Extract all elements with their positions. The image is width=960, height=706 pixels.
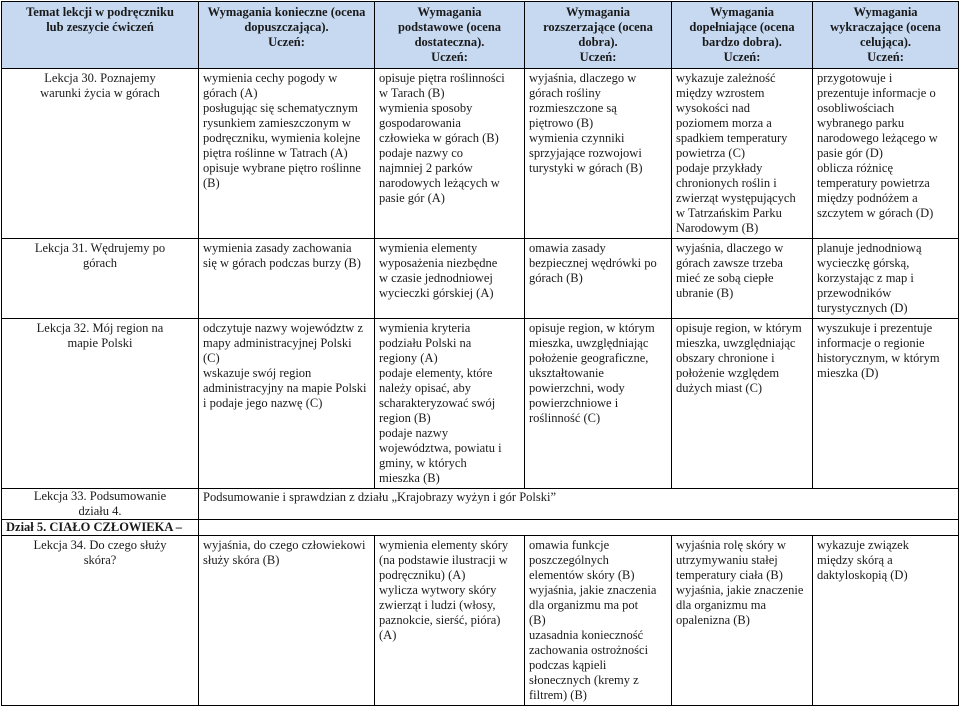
text-line: się w górach podczas burzy (B) [203,256,361,270]
required-cell [199,536,375,706]
text-line: scharakteryzować swój [379,396,496,410]
extended-cell [525,69,672,239]
text-line: Lekcja 34. Do czego służy [33,538,167,552]
text-line: wyposażenia niezbędne [379,256,498,270]
text-line: w Tatrzańskim Parku [676,206,782,220]
text-line: mieszka, uwzględniając [529,336,649,350]
summary-text: Podsumowanie i sprawdzian z działu „Krajobrazy wyżyn i gór Polski” [199,489,959,520]
text-line: ukształtowanie [529,366,604,380]
text-line: roślinność (C) [529,411,601,425]
text-line: paznokcie, sierść, pióra) [379,613,501,627]
text-line: (C) [203,351,220,365]
text-line: osobliwościach [817,101,895,115]
basic-cell [375,319,525,489]
text-line: Uczeń: [579,50,617,64]
text-line: region (B) [379,411,431,425]
text-line: narodowego leżącego w [817,131,938,145]
text-line: omawia funkcje [529,538,610,552]
text-line: wymienia zasady zachowania [203,241,352,255]
required-cell [199,239,375,319]
text-line: chronionych roślin i [676,176,777,190]
text-line: poziomem morza a [676,116,772,130]
text-line: Wymagania [565,5,631,19]
text-line: Lekcja 30. Poznajemy [44,71,156,85]
text-line: turystyki w górach (B) [529,161,643,175]
text-line: położenie geograficzne, [529,351,649,365]
text-line: rysunkiem zamieszczonym w [203,116,351,130]
text-line: wymienia elementy [379,241,478,255]
text-line: sprzyjające rozwojowi [529,146,642,160]
text-line: omawia zasady [529,241,606,255]
text-line: Lekcja 33. Podsumowanie [33,489,167,503]
text-line: Temat lekcji w podręczniku [26,5,174,19]
text-line: dobra). [578,35,618,49]
text-line: podstawowe (ocena [397,20,502,34]
text-line: działu 4. [78,504,122,518]
text-line: górach zawsze trzeba [676,256,783,270]
text-line: opisuje region, w którym [676,321,802,335]
text-line: wskazuje swój region [203,366,312,380]
exceeding-cell [813,319,959,489]
text-line: zwierząt i ludzi (włosy, [379,598,496,612]
text-line: administracyjny na mapie Polski [203,381,367,395]
text-line: filtrem) (B) [529,688,587,702]
text-line: zwierząt występujących [676,191,796,205]
text-line: wycieczki górskiej (A) [379,286,494,300]
text-line: zachowania ostrożności [529,643,649,657]
text-line: wyjaśnia, jakie znaczenie [676,583,804,597]
text-line: wyjaśnia, do czego człowiekowi [203,538,366,552]
text-line: między wzrostem [676,86,765,100]
text-line: podręczniku, wymienia kolejne [203,131,361,145]
lesson-row [2,319,959,489]
text-line: Wymagania [709,5,775,19]
text-line: położenie względem [676,366,780,380]
text-line: korzystając z map i [817,271,914,285]
lesson-row [2,536,959,706]
text-line: posługując się schematycznym [203,101,358,115]
complementary-cell [672,319,813,489]
text-line: poszczególnych [529,553,609,567]
text-line: województwa, powiatu i [379,441,502,455]
text-line: człowieka w górach (B) [379,131,499,145]
lesson-cell [2,536,199,706]
text-line: mieć ze sobą ciepłe [676,271,774,285]
text-line: rozszerzające (ocena [543,20,653,34]
exceeding-cell [813,69,959,239]
text-line: Wymagania konieczne (ocena [207,5,366,19]
text-line: (A) [379,628,397,642]
text-line: historycznym, w którym [817,351,940,365]
text-line: wyjaśnia, jakie znaczenia [529,583,657,597]
text-line: gminy, w których [379,456,467,470]
text-line: powierzchni, wody [529,381,625,395]
text-line: bezpiecznej wędrówki po [529,256,657,270]
text-line: mieszka, uwzględniając [676,336,796,350]
basic-cell [375,536,525,706]
complementary-cell [672,69,813,239]
lesson-cell [2,239,199,319]
text-line: w czasie jednodniowej [379,271,493,285]
complementary-cell [672,239,813,319]
text-line: dużych miast (C) [676,381,763,395]
text-line: wykazuje związek [817,538,909,552]
text-line: dla organizmu ma pot [529,598,639,612]
text-line: słonecznych (kremy z [529,673,639,687]
text-line: warunki życia w górach [40,86,160,100]
text-line: bardzo dobra). [702,35,782,49]
text-line: podręczniku) (A) [379,568,466,582]
text-line: podaje nazwy co [379,146,463,160]
text-line: górach [82,256,117,270]
text-line: powierzchniowe i [529,396,619,410]
text-line: podaje nazwy [379,426,449,440]
lesson-cell [2,69,199,239]
text-line: Wymagania [853,5,918,19]
extended-cell [525,239,672,319]
text-line: Narodowym (B) [676,221,759,235]
text-line: wymienia czynniki [529,131,625,145]
text-line: pasie gór (A) [379,191,445,205]
text-line: opisuje piętra roślinności [379,71,505,85]
text-line: między podnóżem a [817,191,918,205]
text-line: mieszka (D) [817,366,879,380]
summary-row [2,489,959,520]
text-line: Uczeń: [431,50,468,64]
text-line: Uczeń: [867,50,904,64]
text-line: najmniej 2 parków [379,161,473,175]
text-line: spadkiem temperatury [676,131,788,145]
required-cell [199,69,375,239]
text-line: Lekcja 31. Wędrujemy po [34,241,166,255]
text-line: wybranego parku [817,116,905,130]
text-line: wymienia kryteria [379,321,471,335]
text-line: Uczeń: [268,35,305,49]
complementary-cell [672,536,813,706]
text-line: daktyloskopią (D) [817,568,908,582]
text-line: dopuszczająca). [244,20,329,34]
text-line: piętrowo (B) [529,116,594,130]
text-line: opisuje region, w którym [529,321,655,335]
text-line: rozmieszczone są [529,101,617,115]
text-line: regiony (A) [379,351,438,365]
basic-cell [375,69,525,239]
requirements-table [1,1,959,706]
text-line: mapie Polski [67,336,133,350]
text-line: podziału Polski na [379,336,472,350]
dzial-row [2,520,959,536]
exceeding-cell [813,239,959,319]
text-line: podczas kąpieli [529,658,607,672]
text-line: wycieczkę górską, [817,256,910,270]
text-line: powietrza (C) [676,146,746,160]
text-line: dopełniające (ocena [689,20,795,34]
lesson-row [2,69,959,239]
section-heading: Dział 5. CIAŁO CZŁOWIEKA – [2,520,199,536]
text-line: (na podstawie ilustracji w [379,553,508,567]
header-complementary [672,2,813,69]
text-line: gospodarowania [379,116,461,130]
header-required [199,2,375,69]
text-line: górach rośliny [529,86,601,100]
text-line: opisuje wybrane piętro roślinne [203,161,361,175]
text-line: wykazuje zależność [676,71,776,85]
text-line: przygotowuje i [817,71,893,85]
text-line: szczytem w górach (D) [817,206,934,220]
text-line: opalenizna (B) [676,613,750,627]
text-line: (B) [529,613,546,627]
text-line: wyszukuje i prezentuje [817,321,933,335]
header-extended [525,2,672,69]
text-line: utrzymywaniu stałej [676,553,778,567]
text-line: podaje elementy, które [379,366,493,380]
text-line: i podaje jego nazwę (C) [203,396,323,410]
text-line: (B) [203,176,220,190]
lesson-cell [2,489,199,520]
text-line: odczytuje nazwy województw z [203,321,364,335]
lesson-row [2,239,959,319]
text-line: informacje o regionie [817,336,925,350]
header-basic [375,2,525,69]
text-line: uzasadnia konieczność [529,628,644,642]
text-line: wykraczające (ocena [830,20,941,34]
text-line: podaje przykłady [676,161,763,175]
exceeding-cell [813,536,959,706]
header-row [2,2,959,69]
header-lesson-topic [2,2,199,69]
text-line: skóra? [83,553,117,567]
text-line: oblicza różnicę [817,161,893,175]
text-line: górach (A) [203,86,258,100]
text-line: mapy administracyjnej Polski [203,336,352,350]
text-line: wymienia cechy pogody w [203,71,338,85]
text-line: pasie gór (D) [817,146,883,160]
text-line: narodowych leżących w [379,176,500,190]
text-line: Wymagania [417,5,482,19]
lesson-cell [2,319,199,489]
text-line: należy opisać, aby [379,381,471,395]
header-exceeding [813,2,959,69]
text-line: służy skóra (B) [203,553,280,567]
text-line: wylicza wytwory skóry [379,583,497,597]
text-line: wysokości nad [676,101,750,115]
text-line: przewodników [817,286,892,300]
text-line: prezentuje informacje o [817,86,936,100]
extended-cell [525,319,672,489]
text-line: górach (B) [529,271,583,285]
text-line: wymienia elementy skóry [379,538,509,552]
text-line: w Tarach (B) [379,86,445,100]
text-line: obszary chronione i [676,351,775,365]
text-line: wyjaśnia rolę skóry w [676,538,787,552]
text-line: lub zeszycie ćwiczeń [46,20,154,34]
text-line: wyjaśnia, dlaczego w [676,241,784,255]
text-line: wyjaśnia, dlaczego w [529,71,637,85]
text-line: Lekcja 32. Mój region na [36,321,164,335]
text-line: celująca). [859,35,912,49]
text-line: mieszka (B) [379,471,440,485]
text-line: temperatury ciała (B) [676,568,783,582]
text-line: wymienia sposoby [379,101,473,115]
text-line: dla organizmu ma [676,598,767,612]
extended-cell [525,536,672,706]
text-line: ubranie (B) [676,286,734,300]
text-line: piętra roślinne w Tatrach (A) [203,146,348,160]
basic-cell [375,239,525,319]
text-line: turystycznych (D) [817,301,908,315]
text-line: Uczeń: [723,50,761,64]
text-line: temperatury powietrza [817,176,930,190]
text-line: elementów skóry (B) [529,568,635,582]
required-cell [199,319,375,489]
text-line: planuje jednodniową [817,241,922,255]
text-line: dostateczna). [414,35,485,49]
text-line: między skórą a [817,553,893,567]
